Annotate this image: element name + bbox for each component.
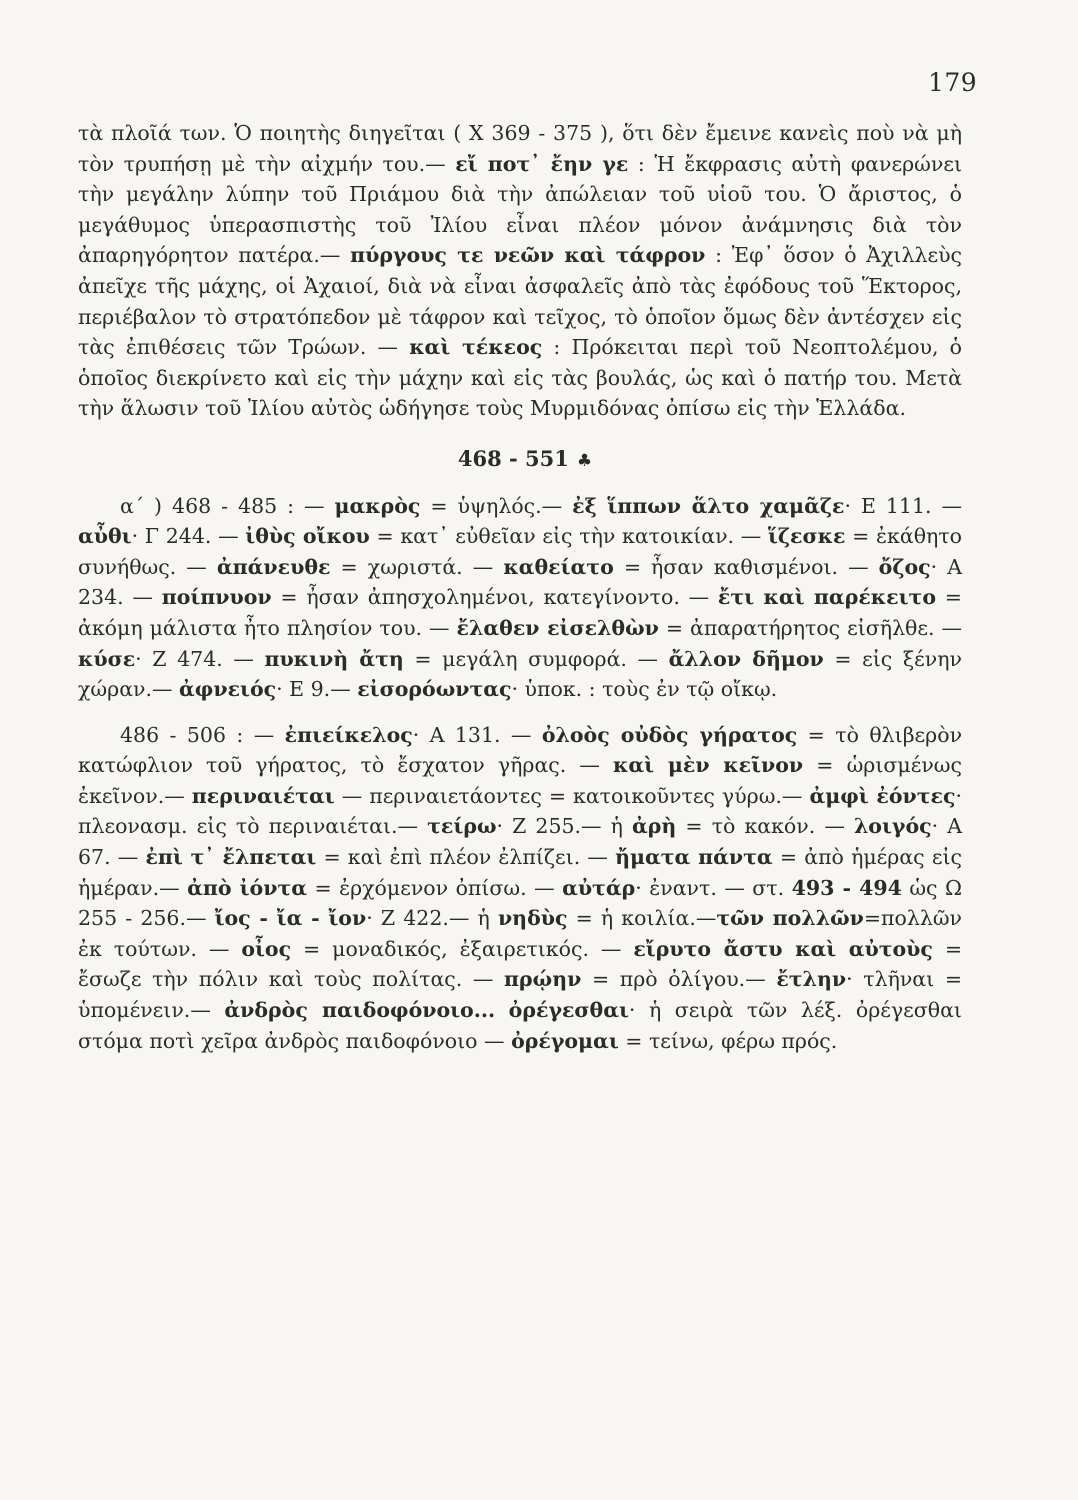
lemma: ἀνδρὸς παιδοφόνοιο... (224, 998, 496, 1023)
lemma: ἀφνειός (179, 677, 277, 702)
lemma: ἐπιείκελος (284, 722, 413, 747)
text-run: ὡς Ω 255 - 256.— (78, 875, 962, 931)
text-run: · Α 67. — (78, 814, 963, 870)
text-run: = τείνω, φέρω πρός. (618, 1028, 838, 1053)
text-run: · Γ 244. — (131, 524, 246, 549)
text-run: · τλῆναι = ὑπομένειν.— (78, 967, 962, 1023)
text-run: · Ε 9.— (276, 677, 358, 702)
lemma: εἴρυτο ἄστυ καὶ αὐτοὺς (633, 936, 933, 961)
lemma: ἰθὺς οἴκου (245, 524, 370, 549)
lemma: λοιγός (853, 814, 932, 839)
lemma: πύργους τε νεῶν καὶ τάφρον (350, 243, 706, 268)
lemma: ἐπὶ τ᾽ ἔλπεται (145, 845, 317, 870)
text-run: = χωριστά. — (330, 554, 504, 579)
lemma: ἀπὸ ἰόντα (187, 875, 307, 900)
lemma: νηδὺς (497, 906, 568, 931)
text-run: 486 - 506 : — (120, 722, 285, 747)
paragraph-commentary (78, 118, 962, 424)
body-text (78, 118, 962, 1056)
text-run: = πρὸ ὀλίγου.— (581, 967, 777, 992)
lemma: ἔτι καὶ παρέκειτο (717, 585, 937, 610)
paragraph-glossary-1 (78, 491, 962, 705)
lemma: ἀρὴ (632, 814, 677, 839)
text-run: = ἔσωζε τὴν πόλιν καὶ τοὺς πολίτας. — (78, 936, 962, 992)
lemma: ἔλαθεν εἰσελθὼν (456, 615, 659, 640)
lemma: καὶ μὲν κεῖνον (613, 753, 804, 778)
paragraph-glossary-2 (78, 720, 962, 1057)
text-run: = ἀπαρατήρητος εἰσῆλθε. — (658, 615, 963, 640)
text-run: = ὡρισμένως ἐκεῖνον.— (78, 753, 962, 808)
lemma: ὀρέγομαι (511, 1028, 619, 1053)
lemma: καθείατο (503, 554, 614, 579)
lemma: τείρω (427, 814, 497, 839)
text-run: = ἀπὸ ἡμέρας εἰς ἡμέραν.— (78, 845, 962, 900)
lemma: εἰσορόωντας (357, 677, 512, 702)
lemma: ὄζος (878, 554, 931, 579)
lemma: ἄλλον δῆμον (668, 646, 824, 671)
lemma: ἤματα πάντα (615, 845, 773, 870)
text-run: τὰ πλοῖά των. Ὁ ποιητὴς διηγεῖται ( Χ 369 - 375 ), ὅτι δὲν ἔμεινε κανεὶς ποὺ νὰ μὴ τὸν τρυπήσῃ μὲ τὴν αἰχμήν του.— (78, 121, 962, 176)
page-number: 179 (928, 68, 978, 97)
lemma: πυκινὴ ἄτη (264, 646, 404, 671)
text-run: = ἡ κοιλία.— (567, 906, 717, 931)
section-heading-text: 468 - 551 (457, 445, 569, 471)
text-run: = ἦσαν καθισμένοι. — (613, 554, 879, 579)
ornament-icon: ♣ (576, 450, 593, 471)
lemma: τῶν πολλῶν (716, 906, 864, 931)
text-run: = μεγάλη συμφορά. — (403, 646, 669, 671)
text-run (495, 998, 509, 1022)
lemma: ἐξ ἵππων ἅλτο χαμᾶζε (572, 493, 845, 518)
verse-range: 493 - 494 (791, 875, 902, 900)
text-run: = τὸ κακόν. — (676, 814, 854, 839)
text-run: · Ε 111. — (844, 493, 962, 518)
lemma: ἵζεσκε (767, 524, 846, 549)
lemma: ἴος - ἴα - ἴον (214, 906, 367, 931)
text-run: = ἀκόμη μάλιστα ἦτο πλησίον του. — (78, 585, 962, 640)
text-run: = ἐκάθητο συνήθως. — (78, 524, 962, 579)
text-run: : Ἐφ᾽ ὅσον ὁ Ἀχιλλεὺς ἀπεῖχε τῆς μάχης, οἱ Ἀχαιοί, διὰ νὰ εἶναι ἀσφαλεῖς ἀπὸ τὰς ἐφόδους τοῦ Ἕκτορος, περιέβαλον τὸ στρατόπεδον μὲ τάφρον καὶ τεῖχος, τὸ ὁποῖον ὅμως δὲν ἀντέσχεν εἰς τὰς ἐπιθέσεις τῶν Τρώων. — (78, 243, 963, 360)
text-run: · ἡ σειρὰ τῶν λέξ. ὀρέγεσθαι στόμα ποτὶ χεῖρα ἀνδρὸς παιδοφόνοιο — (78, 998, 962, 1053)
text-run: = ὑψηλός.— (420, 493, 573, 518)
text-run: = καὶ ἐπὶ πλέον ἐλπίζει. — (316, 845, 616, 870)
text-run: = ἐρχόμενον ὀπίσω. — (306, 875, 563, 900)
lemma: ποίπνυον (161, 585, 272, 610)
text-run: · Α 131. — (412, 722, 542, 747)
text-run: = εἰς ξένην χώραν.— (78, 646, 962, 702)
lemma: εἴ ποτ᾽ ἔην γε (455, 151, 629, 176)
lemma: περιναιέται (191, 783, 335, 808)
text-run: =πολλῶν ἐκ τούτων. — (78, 906, 963, 961)
lemma: ἀμφὶ ἐόντες (809, 783, 956, 808)
section-heading (78, 444, 962, 477)
text-run: · ὑποκ. : τοὺς ἐν τῷ οἴκῳ. (511, 677, 778, 702)
lemma: οἶος (241, 936, 292, 961)
lemma: καὶ τέκεος (409, 335, 543, 360)
lemma: αὖθι (78, 524, 132, 549)
text-run: · πλεονασμ. εἰς τὸ περιναιέται.— (78, 783, 962, 839)
text-run: · ἐναντ. — στ. (635, 875, 792, 900)
lemma: ὀρέγεσθαι (508, 998, 629, 1023)
lemma: μακρὸς (334, 493, 421, 518)
text-run: = τὸ θλιβερὸν κατώφλιον τοῦ γήρατος, τὸ ἔσχατον γῆρας. — (78, 722, 963, 778)
text-run: : Πρόκειται περὶ τοῦ Νεοπτολέμου, ὁ ὁποῖος διεκρίνετο καὶ εἰς τὴν μάχην καὶ εἰς τὰς βουλάς, ὡς καὶ ὁ πατήρ του. Μετὰ τὴν ἅλωσιν τοῦ Ἰλίου αὐτὸς ὡδήγησε τοὺς Μυρμιδόνας ὀπίσω εἰς τὴν Ἑλλάδα. (78, 335, 963, 421)
text-run: · Ζ 474. — (135, 646, 265, 671)
text-run: = μοναδικός, ἐξαιρετικός. — (291, 936, 634, 961)
lemma: ἔτλην (776, 967, 847, 992)
text-run: · Ζ 255.— ἡ (496, 814, 633, 839)
text-run: α΄ ) 468 - 485 : — (120, 493, 335, 518)
text-run: = κατ᾽ εὐθεῖαν εἰς τὴν κατοικίαν. — (369, 524, 768, 549)
lemma: ἀπάνευθε (216, 554, 331, 579)
text-run: : Ἡ ἔκφρασις αὐτὴ φανερώνει τὴν μεγάλην λύπην τοῦ Πριάμου διὰ τὴν ἀπώλειαν τοῦ υἱοῦ του. Ὁ ἄριστος, ὁ μεγάθυμος ὑπερασπιστὴς τοῦ Ἰλίου εἶναι πλέον μόνον ἀνάμνησις διὰ τὸν ἀπαρηγόρητον πατέρα.— (78, 151, 962, 268)
lemma: αὐτάρ (562, 875, 636, 900)
text-run: · Ζ 422.— ἡ (366, 906, 498, 931)
text-run: = ἦσαν ἀπησχολημένοι, κατεγίνοντο. — (271, 585, 718, 610)
lemma: πρῴην (504, 967, 582, 992)
text-run: · Α 234. — (78, 554, 963, 610)
lemma: ὀλοὸς οὐδὸς γήρατος (541, 722, 798, 747)
text-run: — περιναιετάοντες = κατοικοῦντες γύρω.— (334, 783, 810, 808)
lemma: κύσε (78, 646, 136, 671)
